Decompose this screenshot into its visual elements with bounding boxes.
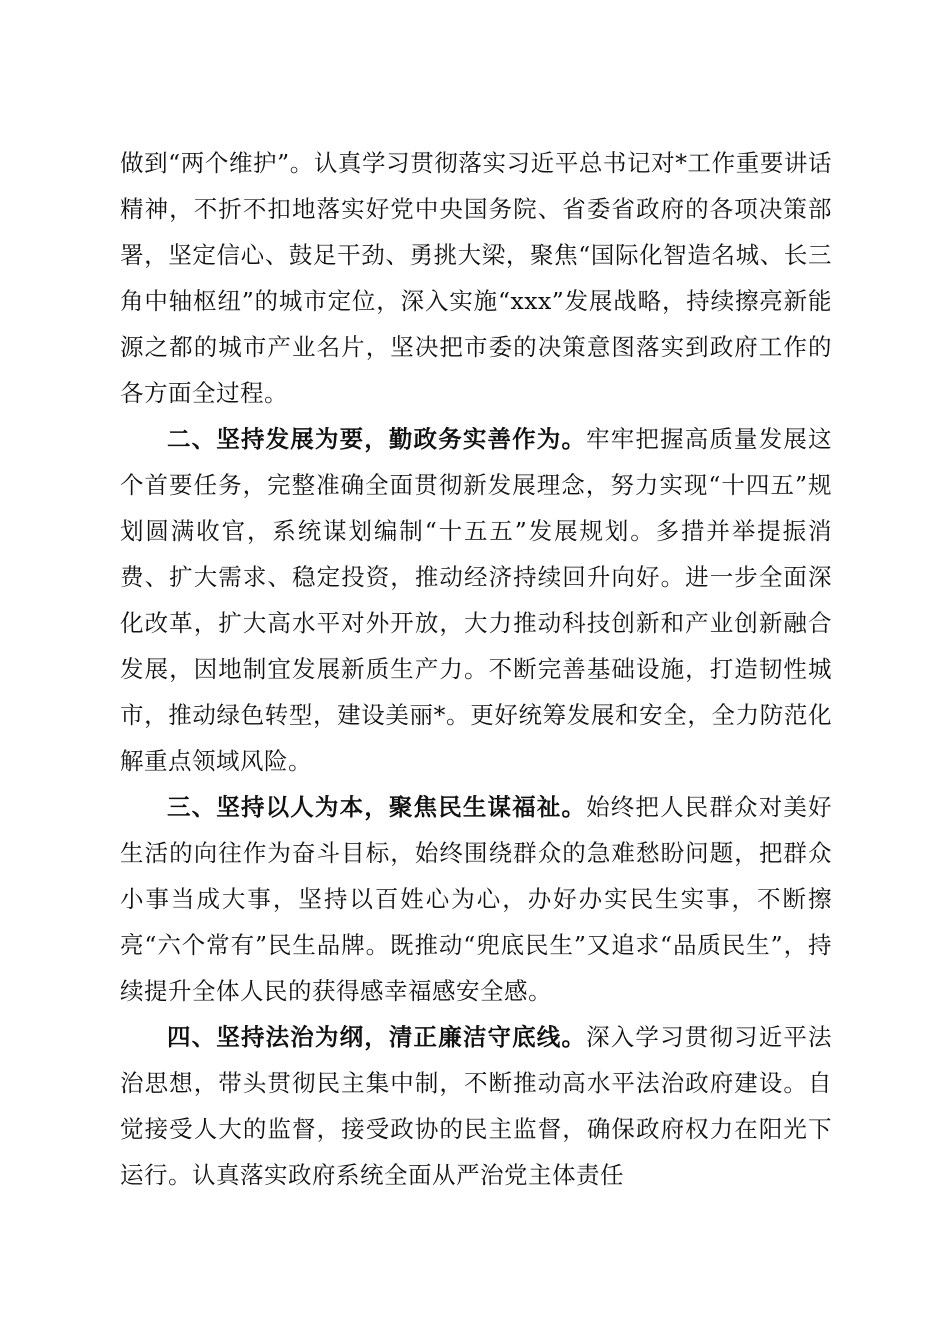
paragraph-text: 始终把人民群众对美好生活的向往作为奋斗目标，始终围绕群众的急难愁盼问题，把群众小事当成大事，坚持以百姓心为心，办好办实民生实事，不断擦亮“六个常有”民生品牌。既推动“兜底民生”又追求“品质民生”，持续提升全体人民的获得感幸福感安全感。 bbox=[120, 793, 833, 1005]
paragraph-text: 做到“两个维护”。认真学习贯彻落实习近平总书记对*工作重要讲话精神，不折不扣地落实好党中央国务院、省委省政府的各项决策部署，坚定信心、鼓足干劲、勇挑大梁，聚焦“国际化智造名城、长三角中轴枢纽”的城市定位，深入实施“xxx”发展战略，持续擦亮新能源之都的城市产业名片，坚决把市委的决策意图落实到政府工作的各方面全过程。 bbox=[120, 149, 832, 407]
paragraph-section-3 bbox=[120, 784, 832, 1014]
paragraph-section-4 bbox=[120, 1014, 832, 1198]
paragraph-section-2 bbox=[120, 416, 832, 784]
section-heading: 二、坚持发展为要，勤政务实善作为。 bbox=[167, 425, 587, 453]
section-heading: 三、坚持以人为本，聚焦民生谋福祉。 bbox=[167, 793, 587, 821]
section-heading: 四、坚持法治为纲，清正廉洁守底线。 bbox=[167, 1023, 587, 1051]
paragraph-continuation bbox=[120, 140, 832, 416]
document-body bbox=[120, 140, 832, 1198]
paragraph-text: 牢牢把握高质量发展这个首要任务，完整准确全面贯彻新发展理念，努力实现“十四五”规划圆满收官，系统谋划编制“十五五”发展规划。多措并举提振消费、扩大需求、稳定投资，推动经济持续回升向好。进一步全面深化改革，扩大高水平对外开放，大力推动科技创新和产业创新融合发展，因地制宜发展新质生产力。不断完善基础设施，打造韧性城市，推动绿色转型，建设美丽*。更好统筹发展和安全，全力防范化解重点领域风险。 bbox=[120, 425, 833, 775]
paragraph-text: 深入学习贯彻习近平法治思想，带头贯彻民主集中制，不断推动高水平法治政府建设。自觉接受人大的监督，接受政协的民主监督，确保政府权力在阳光下运行。认真落实政府系统全面从严治党主体责任 bbox=[120, 1023, 833, 1189]
